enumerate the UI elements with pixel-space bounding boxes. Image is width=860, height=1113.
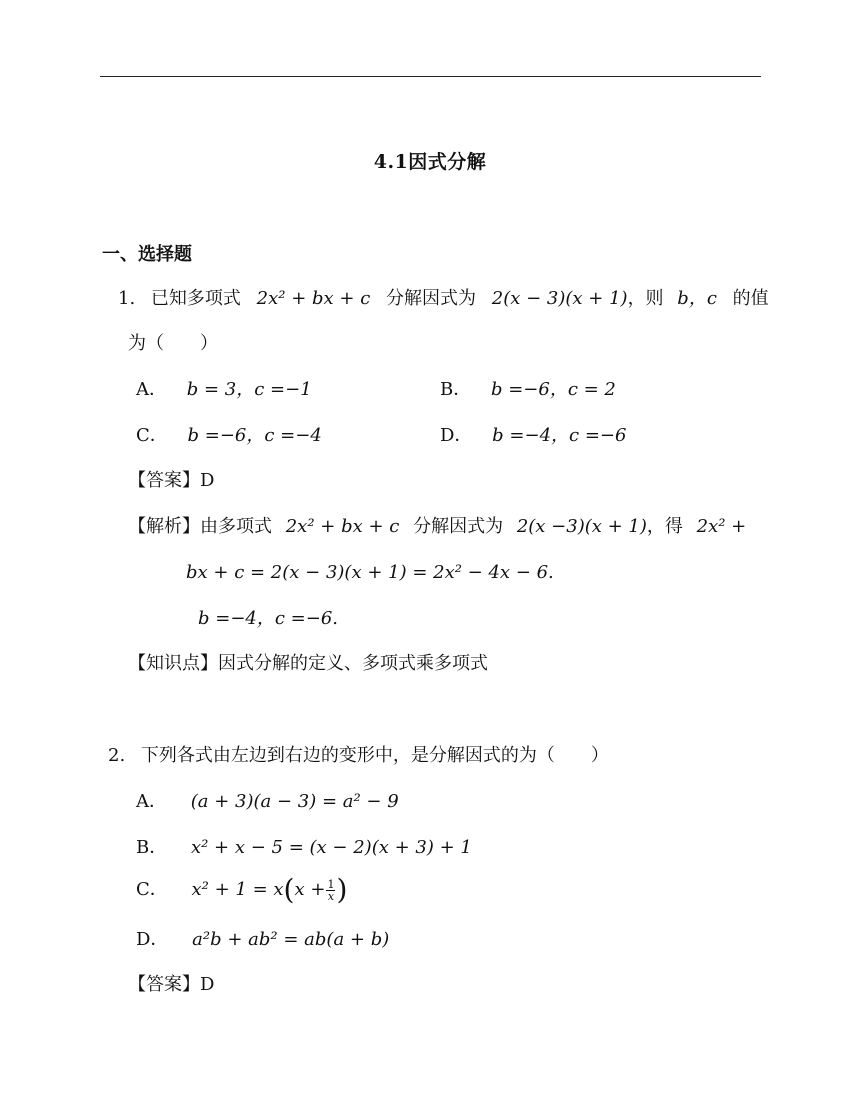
option-text: b =−4，c =−6 (492, 425, 627, 446)
option-letter: C． (136, 879, 168, 900)
option-letter: A． (136, 379, 167, 400)
analysis-1 (128, 515, 746, 539)
analysis-factored: 2(x −3)(x + 1) (516, 516, 647, 537)
question-2-stem (108, 744, 609, 768)
left-paren: ( (283, 873, 295, 906)
right-paren: ) (336, 873, 348, 906)
question-1-stem-line2: 为（ ） (128, 333, 218, 354)
document-title: 4.1因式分解 (373, 151, 487, 173)
stem-text: 已知多项式 (150, 288, 241, 309)
analysis-expression: 2x² + (696, 516, 747, 537)
option-text: b =−6，c = 2 (490, 379, 616, 400)
option-text: a²b + ab² = ab(a + b) (192, 929, 390, 950)
option-text (191, 873, 348, 906)
section-heading: 一、选择题 (102, 244, 192, 265)
option-letter: B． (136, 837, 168, 858)
option-d (440, 424, 626, 448)
fraction (326, 879, 335, 902)
answer-1: 【答案】D (128, 470, 215, 491)
option-text: b =−6，c =−4 (187, 425, 322, 446)
analysis-polynomial: 2x² + bx + c (285, 516, 400, 537)
option-letter: D． (136, 929, 169, 950)
knowledge-point-1: 【知识点】因式分解的定义、多项式乘多项式 (128, 653, 488, 674)
option-letter: B． (440, 379, 472, 400)
q2-option-b (136, 836, 472, 860)
answer-2: 【答案】D (128, 974, 215, 995)
option-c (136, 424, 322, 448)
option-letter: A． (136, 791, 167, 812)
stem-text: 分解因式为 (386, 288, 477, 309)
analysis-text: ，得 (646, 516, 683, 537)
analysis-text: 分解因式为 (413, 516, 504, 537)
stem-text: 下列各式由左边到右边的变形中，是分解因式的为（ ） (140, 745, 609, 766)
option-text-pre: x² + 1 = x (191, 879, 284, 900)
q2-option-d (136, 928, 389, 952)
fraction-denominator: x (327, 889, 335, 903)
polynomial: 2x² + bx + c (256, 288, 371, 309)
option-letter: D． (440, 425, 473, 446)
header-rule (100, 76, 761, 77)
option-text: (a + 3)(a − 3) = a² − 9 (190, 791, 399, 812)
q2-option-a (136, 790, 399, 814)
option-a (136, 378, 312, 402)
analysis-line-3: b =−4，c =−6. (198, 608, 339, 629)
analysis-line-2: bx + c = 2(x − 3)(x + 1) = 2x² − 4x − 6. (186, 562, 554, 583)
question-1-stem (118, 287, 769, 311)
option-letter: C． (136, 425, 168, 446)
option-text-inner: x + (294, 879, 326, 900)
analysis-label: 【解析】 (128, 516, 200, 537)
variables: b，c (677, 288, 717, 309)
option-text: x² + x − 5 = (x − 2)(x + 3) + 1 (190, 837, 472, 858)
factored-form: 2(x − 3)(x + 1) (491, 288, 628, 309)
option-text: b = 3，c =−1 (186, 379, 312, 400)
q2-option-c (136, 873, 348, 906)
fraction-numerator: 1 (327, 877, 335, 891)
analysis-text: 由多项式 (200, 516, 272, 537)
stem-text: 的值 (732, 288, 769, 309)
option-b (440, 378, 616, 402)
stem-text: ，则 (627, 288, 664, 309)
question-number: 1. (118, 288, 136, 309)
question-number: 2. (108, 745, 126, 766)
